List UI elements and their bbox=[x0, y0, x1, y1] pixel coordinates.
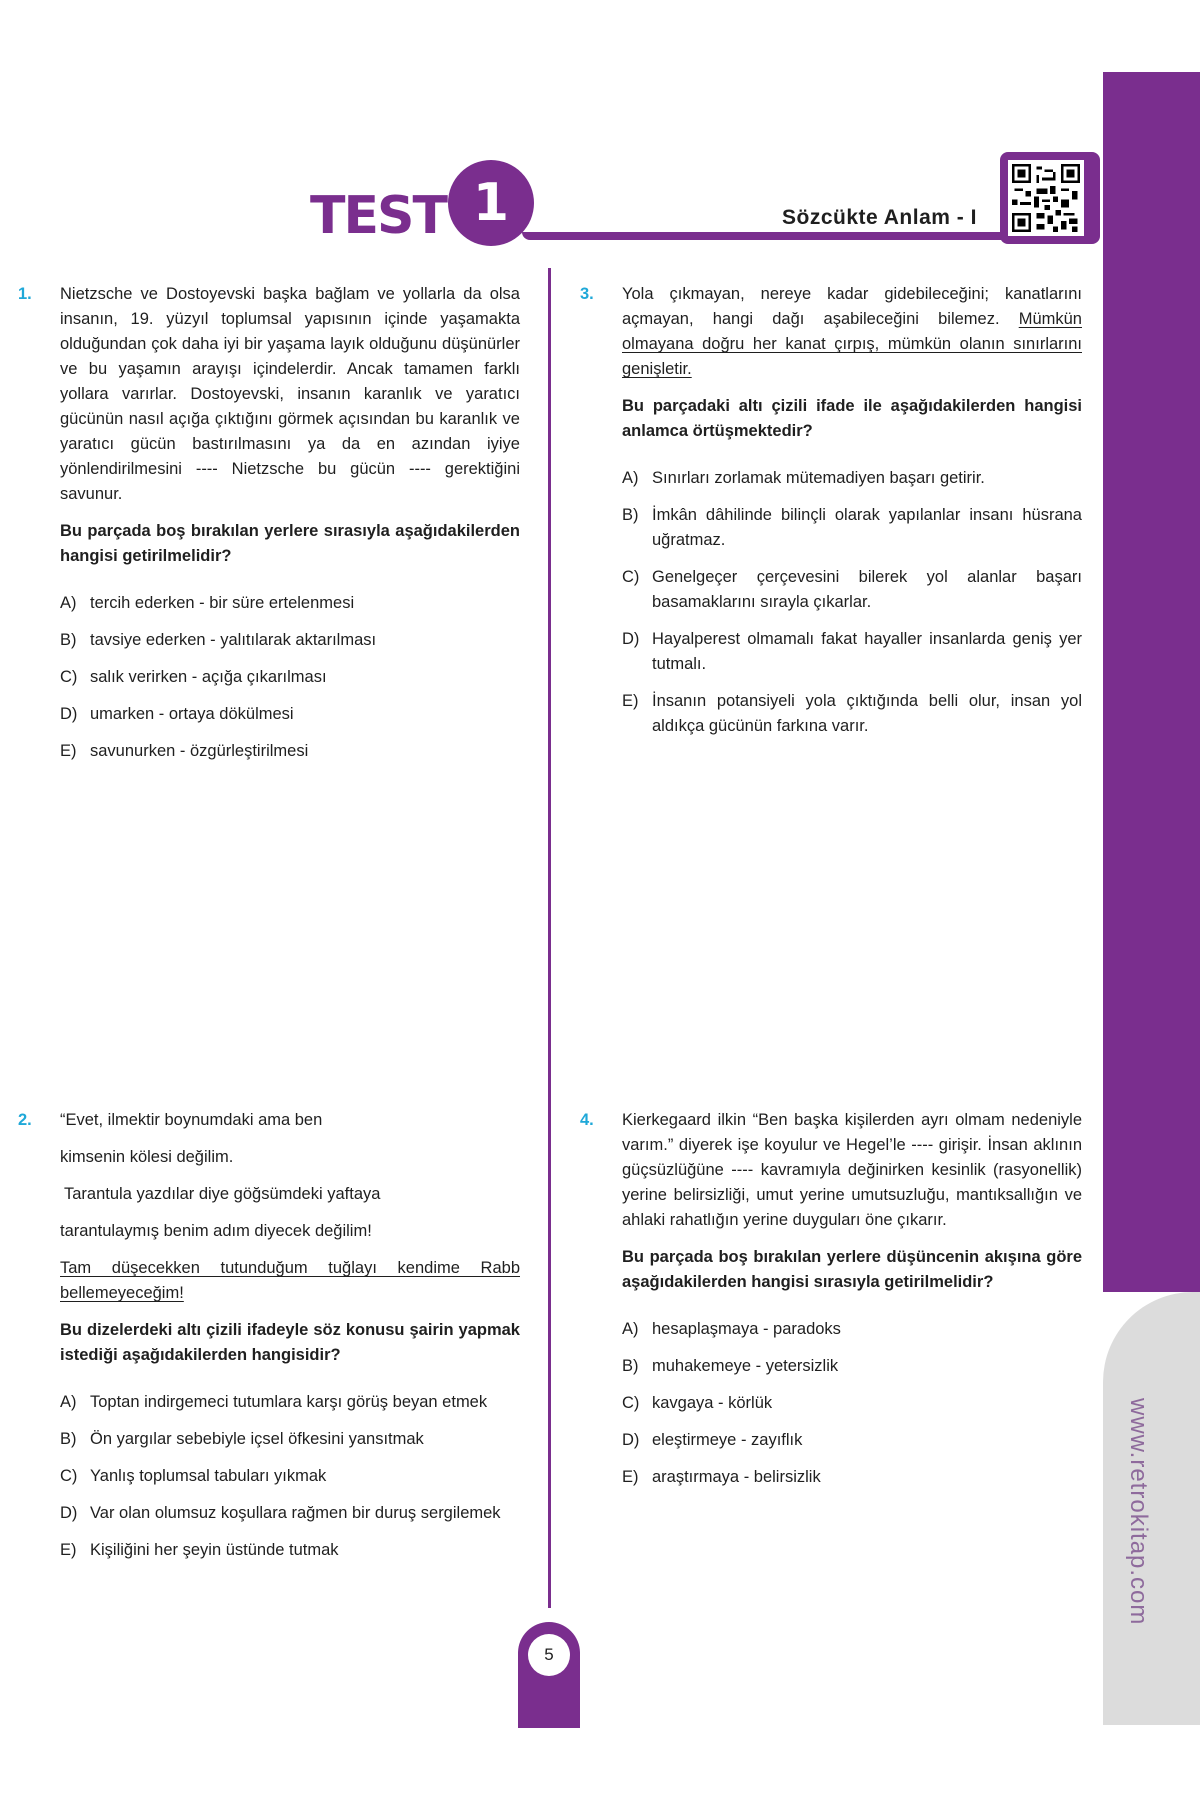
question-2 bbox=[18, 1108, 520, 1575]
option-a[interactable]: A) Sınırları zorlamak mütemadiyen başarı getirir. bbox=[622, 469, 985, 487]
option-d[interactable]: D) eleştirmeye - zayıflık bbox=[622, 1431, 803, 1449]
poem-line: tarantulaymış benim adım diyecek değilim! bbox=[60, 1222, 372, 1240]
column-divider bbox=[548, 268, 551, 1608]
option-c[interactable]: C) Genelgeçer çerçevesini bilerek yol alanlar başarı basamaklarını sırayla çıkarlar. bbox=[622, 568, 1082, 611]
website-url: www.retrokitap.com bbox=[1125, 1398, 1152, 1626]
question-prompt: Bu parçadaki altı çizili ifade ile aşağıdakilerden hangisi anlamca örtüşmektedir? bbox=[622, 397, 1082, 440]
question-3 bbox=[580, 282, 1082, 751]
header-rule bbox=[522, 232, 1004, 240]
option-a[interactable]: A) hesaplaşmaya - paradoks bbox=[622, 1320, 841, 1338]
underlined-phrase: Mümkün olmayana doğru her kanat çırpış, mümkün olanın sınırlarını genişletir. bbox=[622, 310, 1082, 378]
question-4 bbox=[580, 1108, 1082, 1502]
question-prompt: Bu dizelerdeki altı çizili ifadeyle söz konusu şairin yapmak istediği aşağıdakilerden hangisidir? bbox=[60, 1321, 520, 1364]
question-1 bbox=[18, 282, 520, 776]
option-d[interactable]: D) umarken - ortaya dökülmesi bbox=[60, 705, 294, 723]
option-a[interactable]: A) tercih ederken - bir süre ertelenmesi bbox=[60, 594, 355, 612]
option-b[interactable]: B) İmkân dâhilinde bilinçli olarak yapılanlar insanı hüsrana uğratmaz. bbox=[622, 506, 1082, 549]
option-e[interactable]: E) Kişiliğini her şeyin üstünde tutmak bbox=[60, 1541, 339, 1559]
option-c[interactable]: C) kavgaya - körlük bbox=[622, 1394, 773, 1412]
option-c[interactable]: C) salık verirken - açığa çıkarılması bbox=[60, 668, 327, 686]
question-number: 4. bbox=[580, 1111, 594, 1129]
question-number: 2. bbox=[18, 1111, 32, 1129]
option-b[interactable]: B) tavsiye ederken - yalıtılarak aktarılması bbox=[60, 631, 377, 649]
answer-options bbox=[60, 591, 520, 764]
answer-options bbox=[622, 1317, 1082, 1490]
topic-title: Sözcükte Anlam - I bbox=[782, 206, 977, 229]
test-title: TEST bbox=[310, 186, 446, 246]
underlined-phrase: Tam düşecekken tutunduğum tuğlayı kendime Rabb bellemeyeceğim! bbox=[60, 1259, 520, 1302]
question-text: Yola çıkmayan, nereye kadar gidebileceğini; kanatlarını açmayan, hangi dağı aşabileceğini bilemez. Mümkün olmayana doğru her kanat çırpış, mümkün olanın sınırlarını genişletir. bbox=[622, 285, 1082, 378]
question-number: 1. bbox=[18, 285, 32, 303]
poem-line: “Evet, ilmektir boynumdaki ama ben bbox=[60, 1111, 323, 1129]
question-number: 3. bbox=[580, 285, 594, 303]
answer-options bbox=[60, 1390, 520, 1563]
option-e[interactable]: E) İnsanın potansiyeli yola çıktığında belli olur, insan yol aldıkça gücünün farkına varır. bbox=[622, 692, 1082, 735]
option-e[interactable]: E) savunurken - özgürleştirilmesi bbox=[60, 742, 309, 760]
qr-code-icon[interactable] bbox=[1008, 160, 1084, 236]
option-d[interactable]: D) Var olan olumsuz koşullara rağmen bir duruş sergilemek bbox=[60, 1504, 501, 1522]
option-b[interactable]: B) muhakemeye - yetersizlik bbox=[622, 1357, 839, 1375]
question-prompt: Bu parçada boş bırakılan yerlere sırasıyla aşağıdakilerden hangisi getirilmelidir? bbox=[60, 522, 520, 565]
question-text: Kierkegaard ilkin “Ben başka kişilerden ayrı olmam nedeniyle varım.” diyerek işe koyulur ve Hegel’le ---- girişir. İnsan aklının güçsüzlüğüne ---- kavramıyla değinirken kesinlik (rasyonellik) yerine belirsizliği, umut yerine umutsuzluğu, mantıksallığın ve ahlaki rahatlığın yerine duyguları öne çıkarır. bbox=[622, 1111, 1082, 1229]
option-b[interactable]: B) Ön yargılar sebebiyle içsel öfkesini yansıtmak bbox=[60, 1430, 424, 1448]
poem-line: kimsenin kölesi değilim. bbox=[60, 1148, 234, 1166]
test-number-badge: 1 bbox=[448, 160, 534, 246]
option-e[interactable]: E) araştırmaya - belirsizlik bbox=[622, 1468, 821, 1486]
poem-line: Tarantula yazdılar diye göğsümdeki yaftaya bbox=[64, 1185, 381, 1203]
option-a[interactable]: A) Toptan indirgemeci tutumlara karşı görüş beyan etmek bbox=[60, 1393, 488, 1411]
option-d[interactable]: D) Hayalperest olmamalı fakat hayaller insanlarda geniş yer tutmalı. bbox=[622, 630, 1082, 673]
sidebar-purple-band bbox=[1103, 72, 1200, 1292]
answer-options bbox=[622, 466, 1082, 739]
option-c[interactable]: C) Yanlış toplumsal tabuları yıkmak bbox=[60, 1467, 327, 1485]
question-text: Nietzsche ve Dostoyevski başka bağlam ve yollarla da olsa insanın, 19. yüzyıl toplumsal yapısının içinde yaşamakta olduğundan çok daha iyi bir yaşama layık olduğunu düşünürler ve bu yaşamın arayışı içindelerdir. Ancak tamamen farklı yollara varırlar. Dostoyevski, insanın karanlık ve yaratıcı gücünün nasıl açığa çıktığını görmek açısından bu karanlık ve yaratıcı gücün bastırılmasını ya da en azından iyiye yönlendirilmesini ---- Nietzsche bu gücün ---- gerektiğini savunur. bbox=[60, 285, 520, 503]
question-prompt: Bu parçada boş bırakılan yerlere düşüncenin akışına göre aşağıdakilerden hangisi sırasıyla getirilmelidir? bbox=[622, 1248, 1082, 1291]
page-number: 5 bbox=[528, 1634, 570, 1676]
